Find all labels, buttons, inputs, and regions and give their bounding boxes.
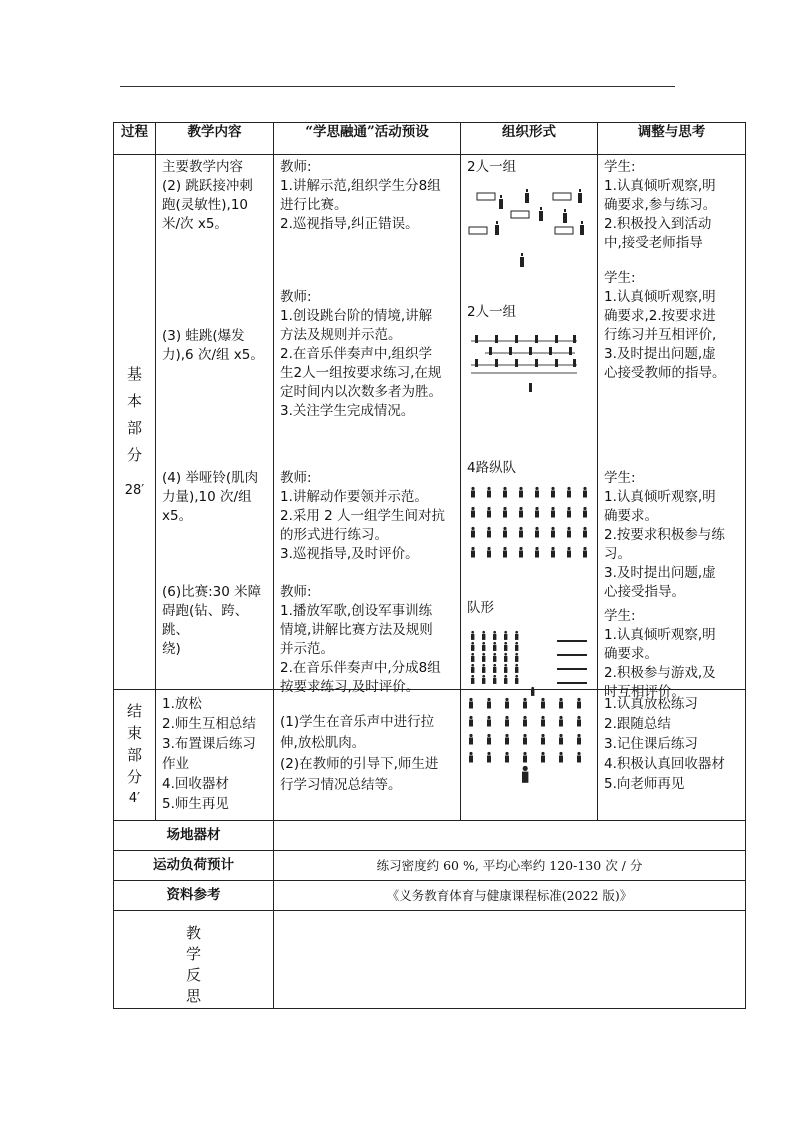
- content-line: (4) 举哑铃(肌肉: [162, 470, 259, 486]
- header-activity: “学思融通”活动预设: [274, 123, 461, 155]
- phase-char: 部: [126, 746, 142, 764]
- person-figure: [515, 631, 518, 640]
- content-line: 跑(灵敏性),10: [162, 197, 249, 213]
- person-figure: [519, 527, 523, 538]
- activity-line: 行学习情况总结等。: [280, 777, 402, 793]
- person-figure: [487, 698, 491, 709]
- person-figure: [519, 547, 523, 558]
- end-phase-cell: [114, 690, 156, 821]
- person-figure: [471, 664, 474, 673]
- content-line: (3) 蛙跳(爆发: [162, 328, 245, 344]
- person-figure: [522, 766, 528, 783]
- content-line: 作业: [162, 756, 189, 772]
- person-figure: [541, 734, 545, 745]
- content-line: 2.师生互相总结: [162, 716, 256, 732]
- adjust-line: 学生:: [604, 270, 636, 286]
- content-line: 米/次 x5。: [162, 216, 228, 232]
- content-block-1: [162, 158, 269, 234]
- person-figure: [482, 653, 485, 662]
- person-figure: [505, 752, 509, 763]
- person-figure: [493, 664, 496, 673]
- activity-line: 情境,讲解比赛方法及规则: [280, 622, 433, 638]
- end-activity-cell: [274, 690, 461, 821]
- person-figure: [493, 631, 496, 640]
- person-figure: [567, 507, 571, 518]
- person-figure: [487, 487, 491, 498]
- activity-block-1: [280, 158, 456, 234]
- adjust-line: 学生:: [604, 159, 636, 175]
- person-figure: [503, 527, 507, 538]
- activity-line: 教师:: [280, 159, 312, 175]
- person-figure: [531, 687, 534, 696]
- reflect-char: 思: [185, 987, 201, 1005]
- adjust-line: 1.认真倾听观察,明: [604, 289, 716, 305]
- adjust-line: 确要求,2.按要求进: [604, 308, 716, 324]
- phase-time: 4′: [128, 791, 141, 806]
- adjust-line: 2.按要求积极参与练: [604, 527, 725, 543]
- activity-line: 2.在音乐伴奏声中,分成8组: [280, 660, 441, 676]
- person-figure: [487, 752, 491, 763]
- adjust-line: 3.及时提出问题,虚: [604, 565, 716, 581]
- person-figure: [504, 664, 507, 673]
- activity-line: 2.采用 2 人一组学生间对抗: [280, 508, 446, 524]
- person-figure: [469, 698, 473, 709]
- content-line: x5。: [162, 508, 193, 524]
- basic-activity-cell: [274, 155, 461, 695]
- person-figure: [551, 527, 555, 538]
- header-adjust: 调整与思考: [598, 123, 746, 155]
- team-formation-diagram: [465, 629, 594, 689]
- adjust-line: 习。: [604, 546, 631, 562]
- person-figure: [503, 547, 507, 558]
- content-line: 力),6 次/组 x5。: [162, 347, 264, 363]
- header-row: [114, 123, 746, 155]
- header-content: 教学内容: [156, 123, 274, 155]
- person-figure: [469, 752, 473, 763]
- adjust-line: 5.向老师再见: [604, 776, 685, 792]
- reflect-char: 学: [185, 945, 201, 963]
- person-figure: [487, 527, 491, 538]
- adjust-block-2: [604, 269, 741, 383]
- person-figure: [551, 547, 555, 558]
- end-organization-cell: [461, 690, 598, 821]
- adjust-line: 行练习并互相评价,: [604, 327, 717, 343]
- adjust-line: 2.跟随总结: [604, 716, 671, 732]
- adjust-line: 1.认真倾听观察,明: [604, 489, 716, 505]
- phase-char: 束: [126, 724, 142, 742]
- person-figure: [504, 653, 507, 662]
- basic-organization-cell: [461, 155, 598, 690]
- activity-line: 教师:: [280, 289, 312, 305]
- person-figure: [541, 716, 545, 727]
- activity-line: 1.讲解示范,组织学生分8组: [280, 178, 441, 194]
- person-figure: [519, 507, 523, 518]
- phase-char: 部: [126, 419, 142, 437]
- adjust-line: 2.积极参与游戏,及: [604, 665, 716, 681]
- person-figure: [583, 547, 587, 558]
- phase-char: 分: [126, 446, 142, 464]
- person-figure: [493, 642, 496, 651]
- person-figure: [583, 507, 587, 518]
- reflection-value: [274, 911, 746, 1009]
- reference-label: 资料参考: [114, 881, 274, 911]
- column-formation-diagram: [465, 485, 594, 557]
- person-figure: [471, 675, 474, 684]
- content-line: 碍跑(钻、跨、跳、: [162, 603, 249, 638]
- person-figure: [535, 507, 539, 518]
- person-figure: [503, 507, 507, 518]
- person-figure: [559, 734, 563, 745]
- person-figure: [505, 716, 509, 727]
- content-block-4: [162, 583, 269, 659]
- activity-block-2: [280, 288, 456, 421]
- person-figure: [504, 631, 507, 640]
- org-label-4: 队形: [467, 600, 494, 616]
- content-line: 力量),10 次/组: [162, 489, 252, 505]
- reflect-char: 反: [185, 966, 201, 984]
- basic-adjust-cell: [598, 155, 746, 700]
- person-figure: [515, 642, 518, 651]
- person-figure: [471, 527, 475, 538]
- venue-value: [274, 821, 746, 851]
- activity-line: 定时间内以次数多者为胜。: [280, 384, 442, 400]
- person-figure: [482, 664, 485, 673]
- adjust-line: 学生:: [604, 470, 636, 486]
- person-figure: [567, 547, 571, 558]
- person-figure: [535, 547, 539, 558]
- person-figure: [487, 716, 491, 727]
- person-figure: [523, 698, 527, 709]
- activity-line: 教师:: [280, 584, 312, 600]
- adjust-line: 学生:: [604, 608, 636, 624]
- load-row: [114, 851, 746, 881]
- person-figure: [469, 734, 473, 745]
- venue-label: 场地器材: [114, 821, 274, 851]
- activity-line: 3.巡视指导,及时评价。: [280, 546, 419, 562]
- person-figure: [471, 653, 474, 662]
- activity-line: 1.创设跳台阶的情境,讲解: [280, 308, 433, 324]
- activity-line: 生2人一组按要求练习,在规: [280, 365, 442, 381]
- adjust-block-3: [604, 469, 741, 602]
- activity-line: (2)在教师的引导下,师生进: [280, 756, 439, 772]
- end-content-cell: [156, 690, 274, 821]
- person-figure: [471, 487, 475, 498]
- activity-block-3: [280, 469, 456, 564]
- load-label: 运动负荷预计: [114, 851, 274, 881]
- venue-row: [114, 821, 746, 851]
- person-figure: [583, 527, 587, 538]
- person-figure: [471, 547, 475, 558]
- basic-content-cell: [156, 155, 274, 690]
- basic-phase-cell: [114, 155, 156, 690]
- activity-line: 按要求练习,及时评价。: [280, 679, 420, 695]
- reference-value: 《义务教育体育与健康课程标准(2022 版)》: [274, 881, 746, 911]
- org-label-2: 2人一组: [467, 304, 517, 320]
- end-adjust-cell: [598, 690, 746, 821]
- reflect-char: 教: [185, 924, 201, 942]
- org-label-3: 4路纵队: [467, 460, 517, 476]
- person-figure: [541, 698, 545, 709]
- adjust-line: 心接受教师的指导。: [604, 365, 726, 381]
- content-line: 4.回收器材: [162, 776, 229, 792]
- person-figure: [577, 752, 581, 763]
- adjust-line: 1.认真放松练习: [604, 696, 698, 712]
- content-line: 主要教学内容: [162, 159, 243, 175]
- person-figure: [559, 716, 563, 727]
- phase-char: 分: [126, 768, 142, 786]
- activity-line: 的形式进行练习。: [280, 527, 388, 543]
- activity-line: 1.播放军歌,创设军事训练: [280, 603, 433, 619]
- activity-line: 进行比赛。: [280, 197, 348, 213]
- reflection-row: [114, 911, 746, 1009]
- person-figure: [504, 642, 507, 651]
- basic-part-row: [114, 155, 746, 690]
- person-figure: [523, 734, 527, 745]
- person-figure: [482, 642, 485, 651]
- person-figure: [559, 698, 563, 709]
- person-figure: [493, 675, 496, 684]
- person-figure: [515, 675, 518, 684]
- activity-line: 方法及规则并示范。: [280, 327, 402, 343]
- person-figure: [487, 547, 491, 558]
- phase-char: 结: [126, 702, 142, 720]
- person-figure: [583, 487, 587, 498]
- reflection-label-cell: [114, 911, 274, 1009]
- person-figure: [523, 716, 527, 727]
- person-figure: [515, 653, 518, 662]
- person-figure: [551, 487, 555, 498]
- activity-line: 并示范。: [280, 641, 334, 657]
- content-line: 1.放松: [162, 696, 202, 712]
- person-figure: [503, 487, 507, 498]
- adjust-line: 心接受指导。: [604, 584, 685, 600]
- adjust-line: 中,接受老师指导: [604, 235, 703, 251]
- person-figure: [577, 698, 581, 709]
- phase-time: 28′: [124, 483, 145, 498]
- content-line: 5.师生再见: [162, 796, 229, 812]
- closing-formation-diagram: [467, 696, 592, 796]
- header-organization: 组织形式: [461, 123, 598, 155]
- activity-line: 伸,放松肌肉。: [280, 735, 366, 751]
- person-figure: [551, 507, 555, 518]
- content-line: 3.布置课后练习: [162, 736, 256, 752]
- pair-formation-diagram-2: [465, 331, 594, 401]
- person-figure: [471, 631, 474, 640]
- person-figure: [482, 675, 485, 684]
- adjust-line: 3.及时提出问题,虚: [604, 346, 716, 362]
- person-figure: [577, 734, 581, 745]
- org-label-1: 2人一组: [467, 159, 517, 175]
- adjust-line: 确要求,参与练习。: [604, 197, 717, 213]
- person-figure: [505, 698, 509, 709]
- header-rule: [120, 86, 675, 87]
- content-block-3: [162, 469, 269, 526]
- person-figure: [535, 527, 539, 538]
- person-figure: [471, 642, 474, 651]
- content-line: 绕): [162, 641, 181, 657]
- reference-row: [114, 881, 746, 911]
- person-figure: [482, 631, 485, 640]
- content-line: (2) 跳跃接冲刺: [162, 178, 253, 194]
- activity-block-4: [280, 583, 456, 697]
- person-figure: [493, 653, 496, 662]
- adjust-line: 2.积极投入到活动: [604, 216, 712, 232]
- person-figure: [487, 734, 491, 745]
- person-figure: [577, 716, 581, 727]
- person-figure: [519, 487, 523, 498]
- header-process: 过程: [114, 123, 156, 155]
- adjust-line: 1.认真倾听观察,明: [604, 178, 716, 194]
- adjust-line: 确要求。: [604, 646, 658, 662]
- adjust-block-4: [604, 607, 741, 702]
- person-figure: [567, 527, 571, 538]
- adjust-block-1: [604, 158, 741, 253]
- person-figure: [469, 716, 473, 727]
- adjust-line: 4.积极认真回收器材: [604, 756, 725, 772]
- content-block-2: [162, 327, 269, 365]
- person-figure: [471, 507, 475, 518]
- activity-line: 教师:: [280, 470, 312, 486]
- end-part-row: [114, 690, 746, 821]
- person-figure: [523, 752, 527, 763]
- person-figure: [559, 752, 563, 763]
- person-figure: [487, 507, 491, 518]
- lesson-plan-table: [113, 122, 746, 1009]
- person-figure: [541, 752, 545, 763]
- person-figure: [515, 664, 518, 673]
- activity-line: (1)学生在音乐声中进行拉: [280, 714, 435, 730]
- load-value: 练习密度约 60 %, 平均心率约 120-130 次 / 分: [274, 851, 746, 881]
- pair-formation-diagram-1: [465, 187, 594, 277]
- adjust-line: 3.记住课后练习: [604, 736, 698, 752]
- person-figure: [504, 675, 507, 684]
- phase-char: 基: [126, 365, 142, 383]
- activity-line: 1.讲解动作要领并示范。: [280, 489, 428, 505]
- activity-line: 2.在音乐伴奏声中,组织学: [280, 346, 433, 362]
- person-figure: [567, 487, 571, 498]
- phase-char: 本: [126, 392, 142, 410]
- adjust-line: 确要求。: [604, 508, 658, 524]
- person-figure: [505, 734, 509, 745]
- adjust-line: 1.认真倾听观察,明: [604, 627, 716, 643]
- person-figure: [535, 487, 539, 498]
- activity-line: 3.关注学生完成情况。: [280, 403, 415, 419]
- activity-line: 2.巡视指导,纠正错误。: [280, 216, 419, 232]
- adjust-line: 时互相评价。: [604, 684, 685, 700]
- content-line: (6)比赛:30 米障: [162, 584, 262, 600]
